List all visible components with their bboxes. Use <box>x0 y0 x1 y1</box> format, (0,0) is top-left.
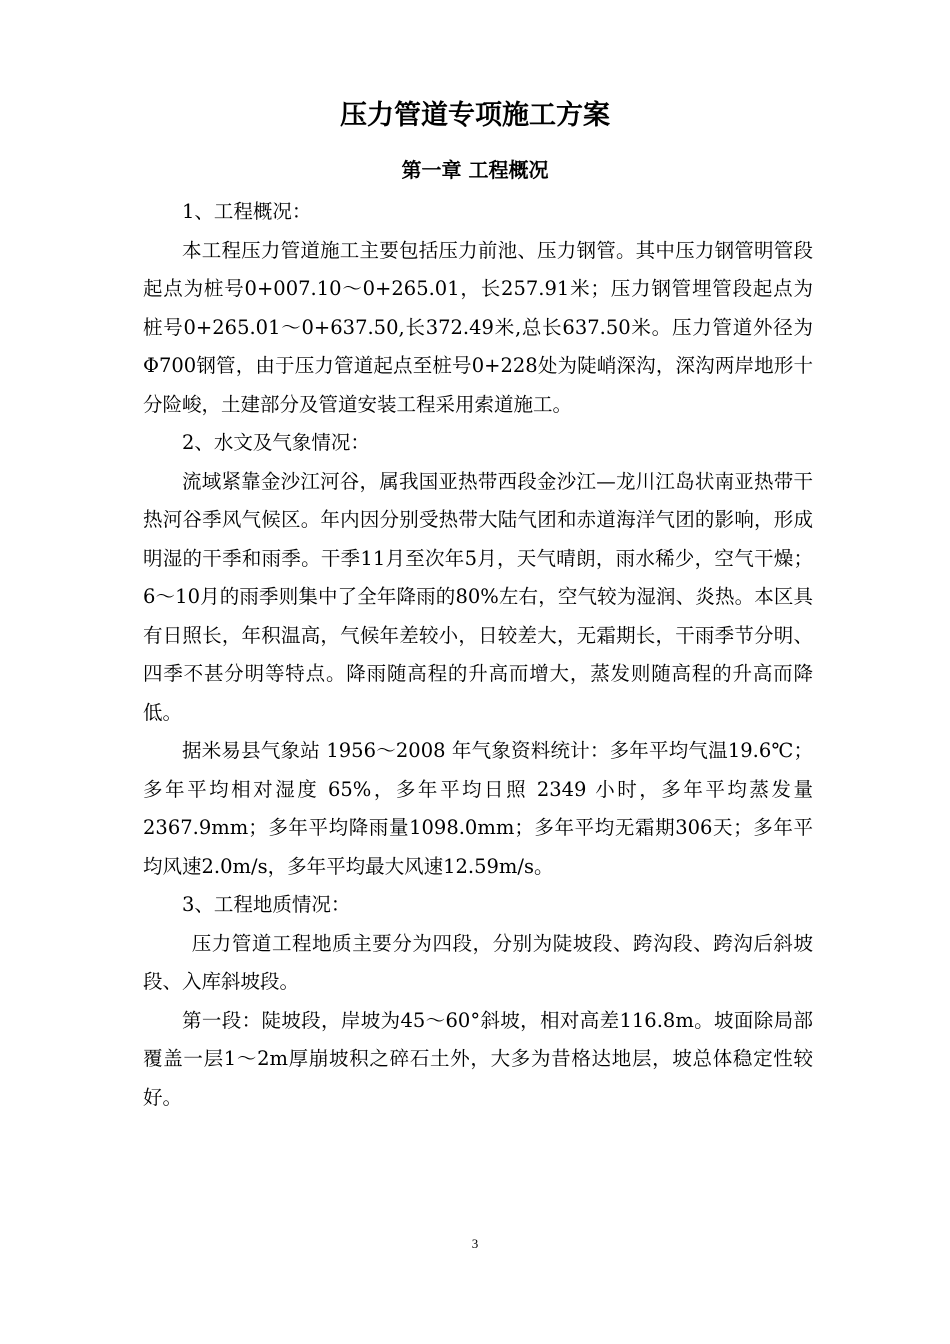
page-number: 3 <box>471 1236 479 1251</box>
paragraph-weather-statistics: 据米易县气象站 1956～2008 年气象资料统计：多年平均气温19.6℃；多年平均相对湿度 65%，多年平均日照 2349 小时，多年平均蒸发量2367.9mm；多年平均降雨量1098.0mm；多年平均无霜期306天；多年平均风速2.0m/s，多年平均最大风速12.59m/s。 <box>143 739 813 878</box>
section-heading-2: 2、水文及气象情况： <box>182 431 370 454</box>
paragraph-hydrology-climate: 流域紧靠金沙江河谷，属我国亚热带西段金沙江—龙川江岛状南亚热带干热河谷季风气候区。年内因分别受热带大陆气团和赤道海洋气团的影响，形成明湿的干季和雨季。干季11月至次年5月，天气晴朗，雨水稀少，空气干燥；6～10月的雨季则集中了全年降雨的80%左右，空气较为湿润、炎热。本区具有日照长，年积温高，气候年差较小，日较差大，无霜期长，干雨季节分明、四季不甚分明等特点。降雨随高程的升高而增大，蒸发则随高程的升高而降低。 <box>143 469 813 724</box>
section-heading-1: 1、工程概况： <box>182 200 312 223</box>
document-title: 压力管道专项施工方案 <box>340 100 610 131</box>
paragraph-geology-overview: 压力管道工程地质主要分为四段，分别为陡坡段、跨沟段、跨沟后斜坡段、入库斜坡段。 <box>143 931 813 993</box>
body-text <box>143 193 813 1117</box>
section-heading-3: 3、工程地质情况： <box>182 893 351 916</box>
paragraph-first-section: 第一段：陡坡段，岸坡为45～60°斜坡，相对高差116.8m。坡面除局部覆盖一层1～2m厚崩坡积之碎石土外，大多为昔格达地层，坡总体稳定性较好。 <box>143 1008 813 1109</box>
chapter-heading: 第一章 工程概况 <box>401 158 549 182</box>
paragraph-project-overview: 本工程压力管道施工主要包括压力前池、压力钢管。其中压力钢管明管段起点为桩号0+007.10～0+265.01，长257.91米；压力钢管埋管段起点为桩号0+265.01～0+637.50,长372.49米,总长637.50米。压力管道外径为Φ700钢管，由于压力管道起点至桩号0+228处为陡峭深沟，深沟两岸地形十分险峻，土建部分及管道安装工程采用索道施工。 <box>143 238 813 416</box>
